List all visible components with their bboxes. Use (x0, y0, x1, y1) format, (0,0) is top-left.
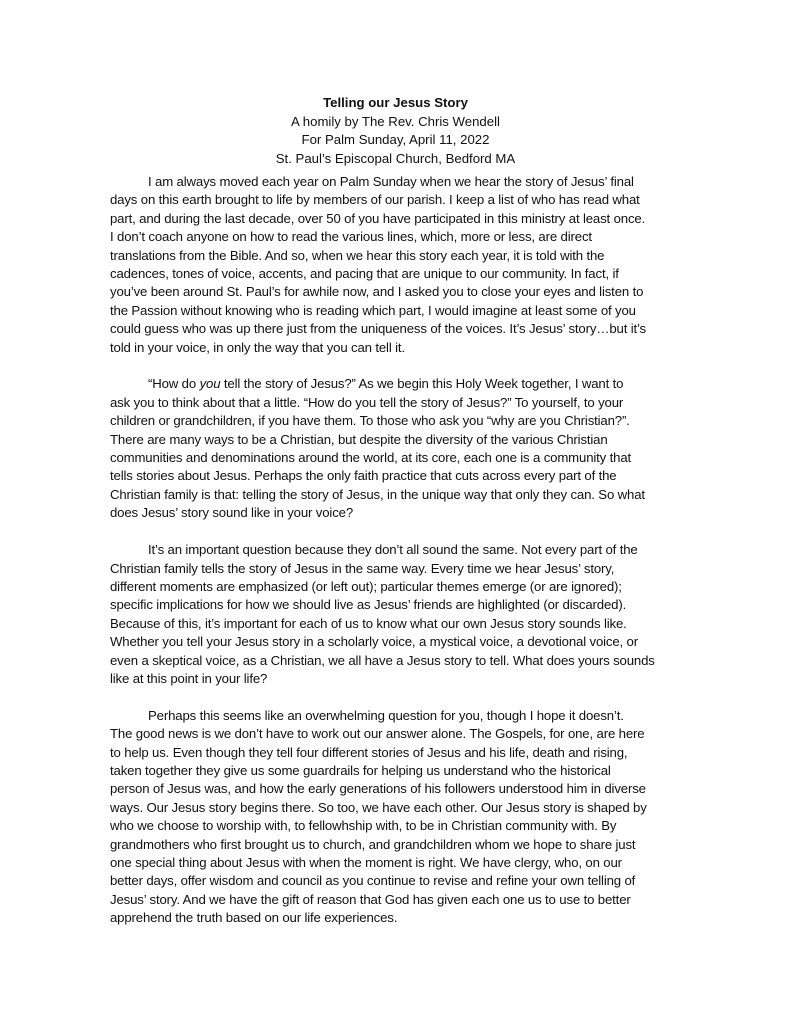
paragraph-line: grandmothers who first brought us to church, and grandchildren whom we hope to share just (110, 836, 636, 852)
homily-author: A homily by The Rev. Chris Wendell (291, 113, 500, 129)
paragraph-line: to help us. Even though they tell four different stories of Jesus and his life, death and rising, (110, 744, 628, 760)
paragraph-line: cadences, tones of voice, accents, and pacing that are unique to our community. In fact, if (110, 266, 619, 282)
paragraph-line: Perhaps this seems like an overwhelming question for you, though I hope it doesn’t. (148, 707, 624, 723)
paragraph-line: I don’t coach anyone on how to read the various lines, which, more or less, are direct (110, 229, 592, 245)
paragraph-line: It’s an important question because they don’t all sound the same. Not every part of the (148, 542, 638, 558)
paragraph-line: ways. Our Jesus story begins there. So too, we have each other. Our Jesus story is shaped by (110, 799, 647, 815)
homily-occasion: For Palm Sunday, April 11, 2022 (301, 132, 490, 147)
paragraph-line: taken together they give us some guardrails for helping us understand who the historical (110, 762, 611, 778)
paragraph-1 (110, 173, 692, 357)
paragraph-line: There are many ways to be a Christian, but despite the diversity of the various Christian (110, 431, 608, 447)
paragraph-line: ask you to think about that a little. “How do you tell the story of Jesus?” To yourself, to your (110, 394, 624, 410)
paragraph-line: who we choose to worship with, to fellowhship with, to be in Christian community with. By (110, 818, 617, 834)
paragraph-line: Because of this, it’s important for each of us to know what our own Jesus story sounds like. (110, 615, 627, 631)
homily-body (110, 173, 692, 946)
paragraph-line: specific implications for how we should live as Jesus’ friends are highlighted (or discarded). (110, 597, 627, 613)
paragraph-line: like at this point in your life? (110, 670, 268, 686)
paragraph-line: days on this earth brought to life by members of our parish. I keep a list of who has read what (110, 192, 640, 208)
paragraph-2 (110, 375, 692, 522)
paragraph-line: even a skeptical voice, as a Christian, we all have a Jesus story to tell. What does yours sounds (110, 652, 655, 668)
paragraph-line: translations from the Bible. And so, when we hear this story each year, it is told with the (110, 247, 605, 263)
paragraph-line: The good news is we don’t have to work out our answer alone. The Gospels, for one, are here (110, 726, 645, 742)
emphasized-word: you (199, 376, 221, 392)
paragraph-line: part, and during the last decade, over 50 of you have participated in this ministry at least once. (110, 210, 646, 226)
paragraph-line: the Passion without knowing who is reading which part, I would imagine at least some of you (110, 302, 636, 318)
paragraph-line: better days, offer wisdom and council as you continue to revise and refine your own telling of (110, 873, 636, 889)
paragraph-line: one special thing about Jesus with when the moment is right. We have clergy, who, on our (110, 854, 622, 870)
paragraph-line: communities and denominations around the world, at its core, each one is a community that (110, 450, 632, 466)
paragraph-line: “How do you tell the story of Jesus?” As we begin this Holy Week together, I want to (148, 376, 624, 392)
paragraph-line: does Jesus’ story sound like in your voice? (110, 505, 354, 521)
homily-church: St. Paul’s Episcopal Church, Bedford MA (275, 150, 516, 166)
paragraph-line: could guess who was up there just from the uniqueness of the voices. It’s Jesus’ story…but it’s (110, 321, 646, 337)
paragraph-line: different moments are emphasized (or left out); particular themes emerge (or are ignored); (110, 578, 622, 594)
homily-title: Telling our Jesus Story (323, 95, 468, 110)
paragraph-line: told in your voice, in only the way that you can tell it. (110, 339, 405, 355)
paragraph-line: Christian family tells the story of Jesus in the same way. Every time we hear Jesus’ story, (110, 560, 615, 576)
paragraph-4 (110, 707, 692, 928)
homily-header (110, 94, 681, 168)
paragraph-line: Jesus’ story. And we have the gift of reason that God has given each one us to use to better (110, 891, 631, 907)
paragraph-line: apprehend the truth based on our life experiences. (110, 910, 398, 926)
paragraph-line: children or grandchildren, if you have them. To those who ask you “why are you Christian?”. (110, 413, 630, 429)
paragraph-line: tells stories about Jesus. Perhaps the only faith practice that cuts across every part of the (110, 468, 617, 484)
paragraph-line: I am always moved each year on Palm Sunday when we hear the story of Jesus’ final (148, 174, 634, 189)
paragraph-line: you’ve been around St. Paul’s for awhile now, and I asked you to close your eyes and listen to (110, 284, 644, 300)
paragraph-3 (110, 541, 692, 688)
paragraph-line: person of Jesus was, and how the early generations of his followers understood him in diverse (110, 781, 646, 797)
paragraph-line: Christian family is that: telling the story of Jesus, in the unique way that only they can. So what (110, 486, 645, 502)
paragraph-line: Whether you tell your Jesus story in a scholarly voice, a mystical voice, a devotional voice, or (110, 634, 638, 650)
